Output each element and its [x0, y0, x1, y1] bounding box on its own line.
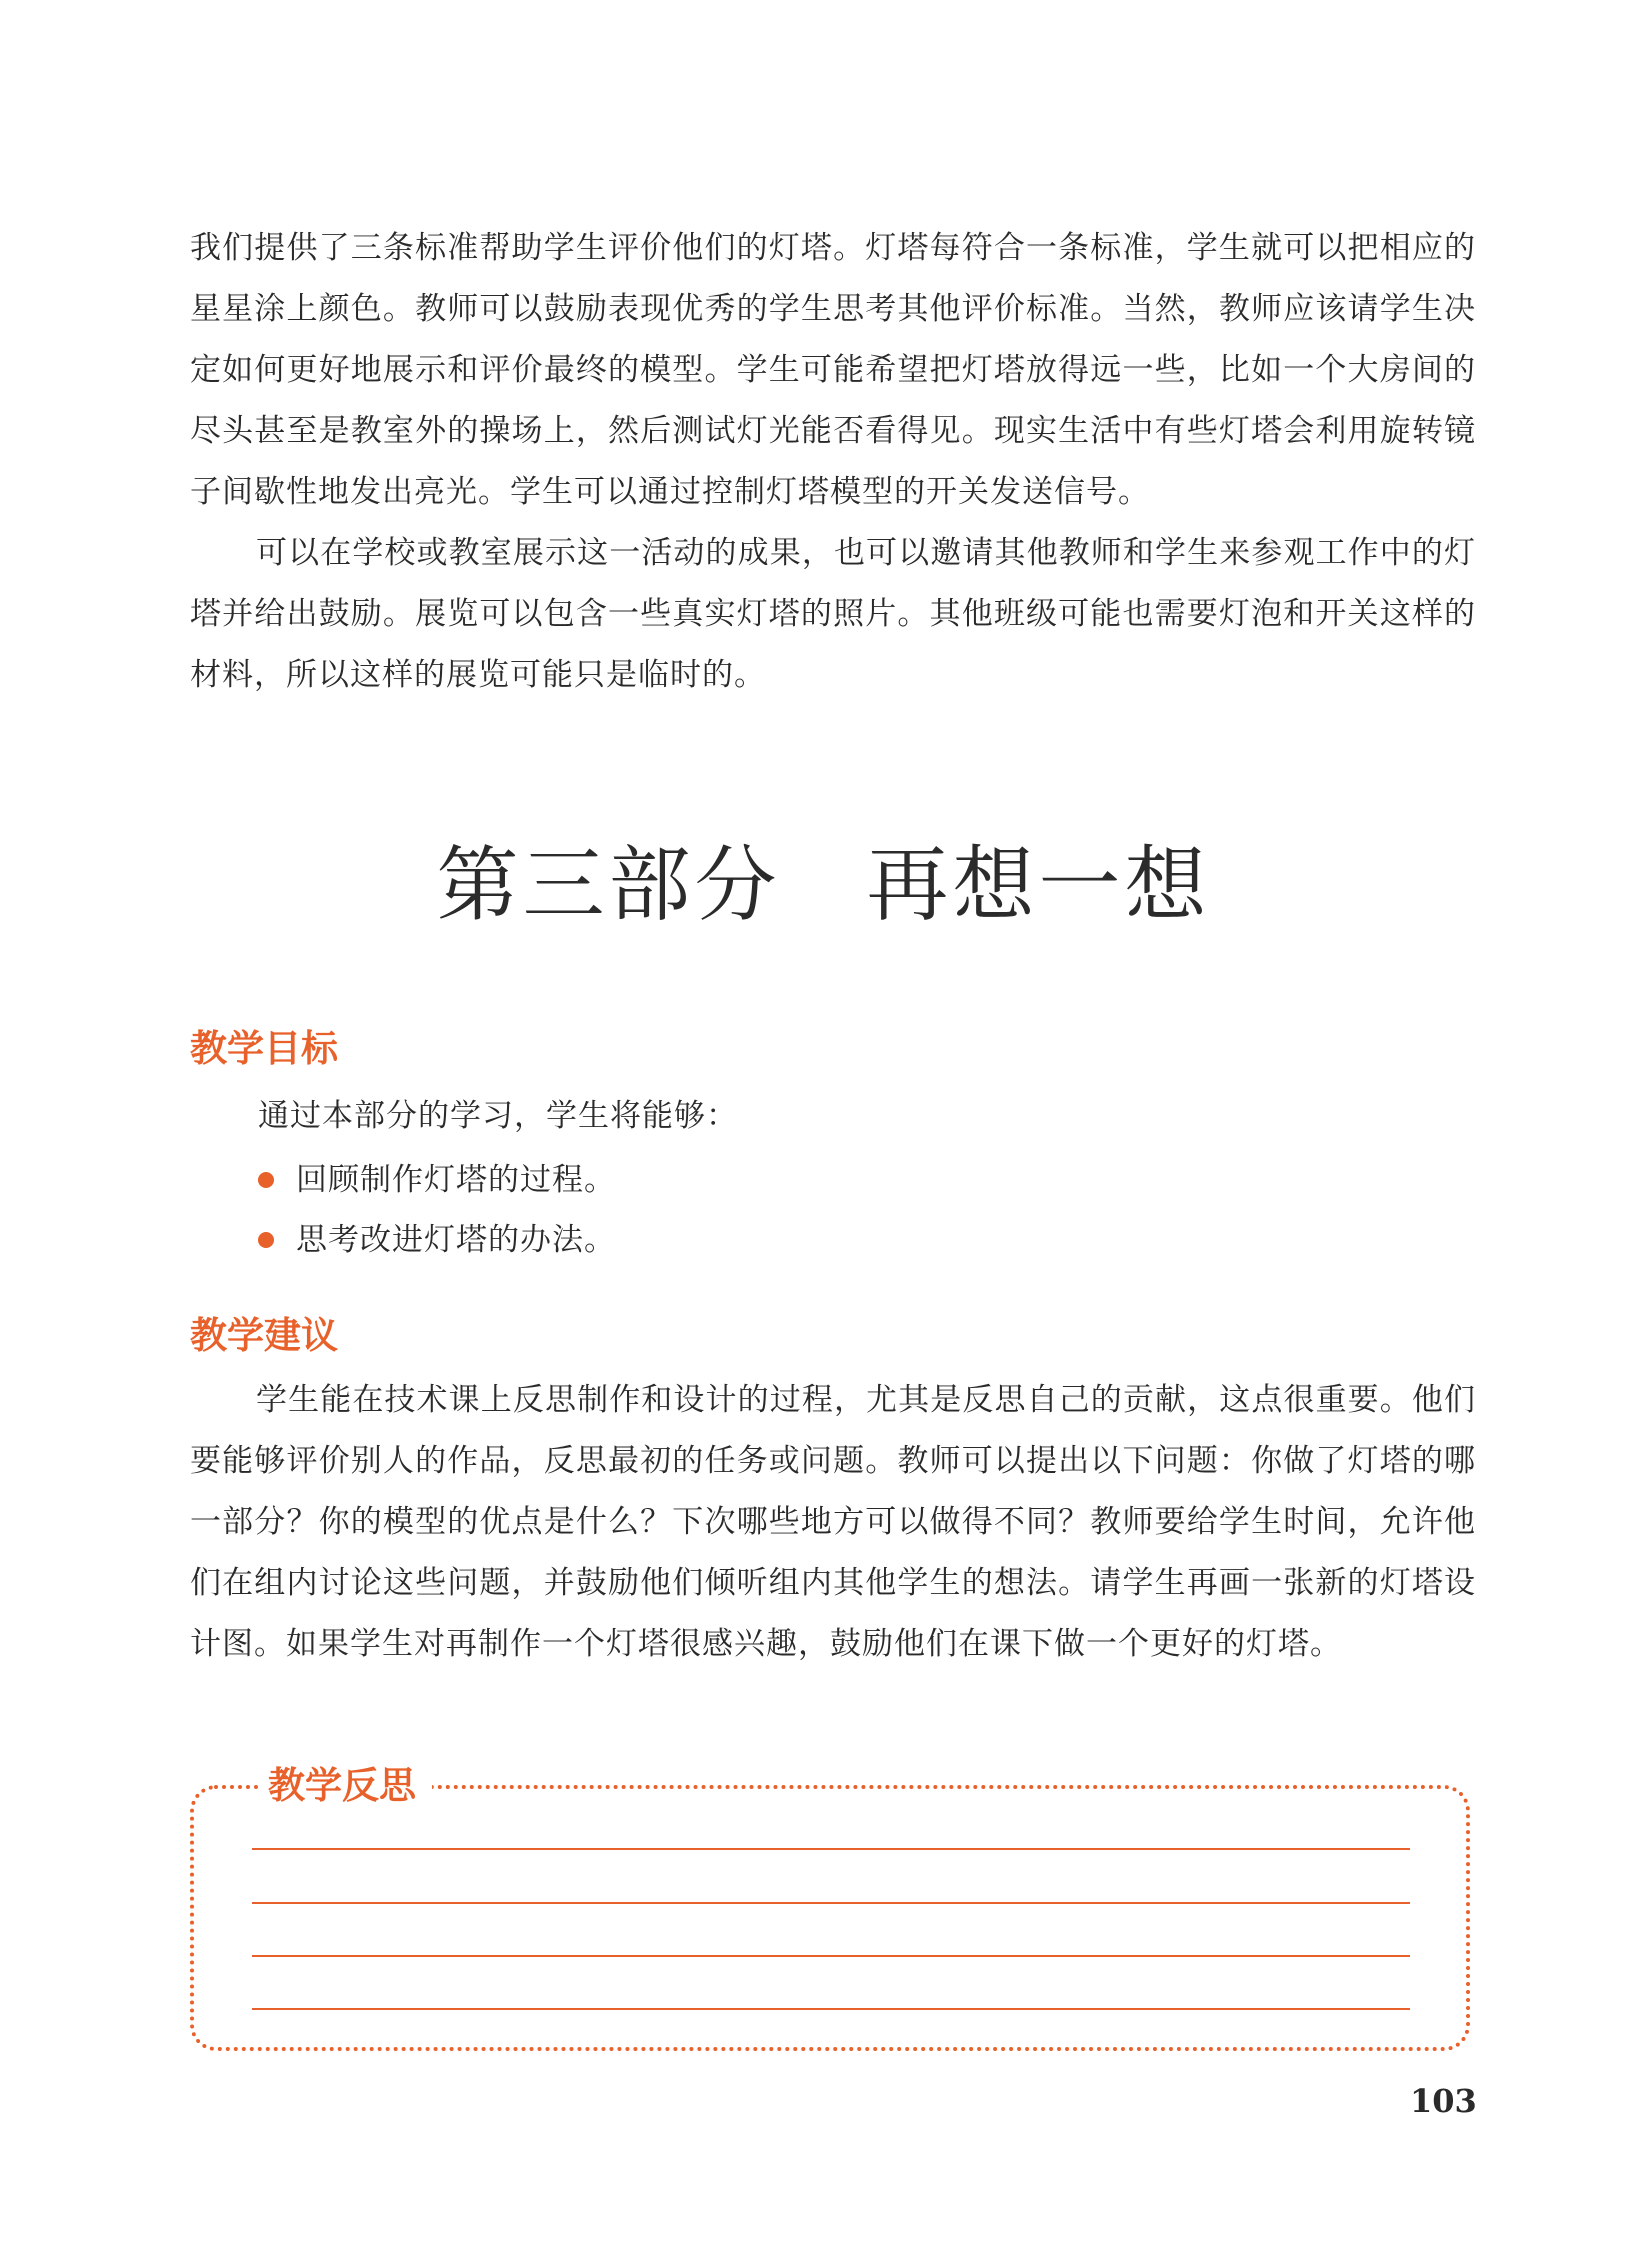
- goals-list-item: [258, 1150, 616, 1210]
- reflection-writing-line: [252, 1902, 1410, 1904]
- advice-heading: 教学建议: [190, 1314, 338, 1357]
- intro-paragraph-1: 我们提供了三条标准帮助学生评价他们的灯塔。灯塔每符合一条标准，学生就可以把相应的星星涂上颜色。教师可以鼓励表现优秀的学生思考其他评价标准。当然，教师应该请学生决定如何更好地展示和评价最终的模型。学生可能希望把灯塔放得远一些，比如一个大房间的尽头甚至是教室外的操场上，然后测试灯光能否看得见。现实生活中有些灯塔会利用旋转镜子间歇性地发出亮光。学生可以通过控制灯塔模型的开关发送信号。: [190, 230, 1476, 510]
- advice-paragraph: 学生能在技术课上反思制作和设计的过程，尤其是反思自己的贡献，这点很重要。他们要能够评价别人的作品，反思最初的任务或问题。教师可以提出以下问题：你做了灯塔的哪一部分？你的模型的优点是什么？下次哪些地方可以做得不同？教师要给学生时间，允许他们在组内讨论这些问题，并鼓励他们倾听组内其他学生的想法。请学生再画一张新的灯塔设计图。如果学生对再制作一个灯塔很感兴趣，鼓励他们在课下做一个更好的灯塔。: [190, 1382, 1476, 1662]
- goals-item-text: 回顾制作灯塔的过程。: [296, 1162, 616, 1198]
- advice-section: [190, 1370, 1476, 1675]
- goals-list-item: [258, 1210, 616, 1270]
- intro-section: [190, 218, 1476, 706]
- intro-paragraph-2: 可以在学校或教室展示这一活动的成果，也可以邀请其他教师和学生来参观工作中的灯塔并给出鼓励。展览可以包含一些真实灯塔的照片。其他班级可能也需要灯泡和开关这样的材料，所以这样的展览可能只是临时的。: [190, 535, 1476, 693]
- reflection-box: [190, 1785, 1470, 2051]
- goals-intro: 通过本部分的学习，学生将能够：: [258, 1098, 738, 1134]
- part-title: 第三部分 再想一想: [436, 838, 1211, 933]
- goals-list: [258, 1150, 616, 1270]
- goals-heading: 教学目标: [190, 1027, 338, 1070]
- reflection-label: 教学反思: [258, 1755, 432, 1809]
- bullet-dot-icon: [258, 1172, 274, 1188]
- goals-item-text: 思考改进灯塔的办法。: [296, 1222, 616, 1258]
- reflection-writing-line: [252, 1955, 1410, 1957]
- reflection-writing-line: [252, 1848, 1410, 1850]
- bullet-dot-icon: [258, 1232, 274, 1248]
- page-number: 103: [1410, 2082, 1477, 2120]
- reflection-writing-line: [252, 2008, 1410, 2010]
